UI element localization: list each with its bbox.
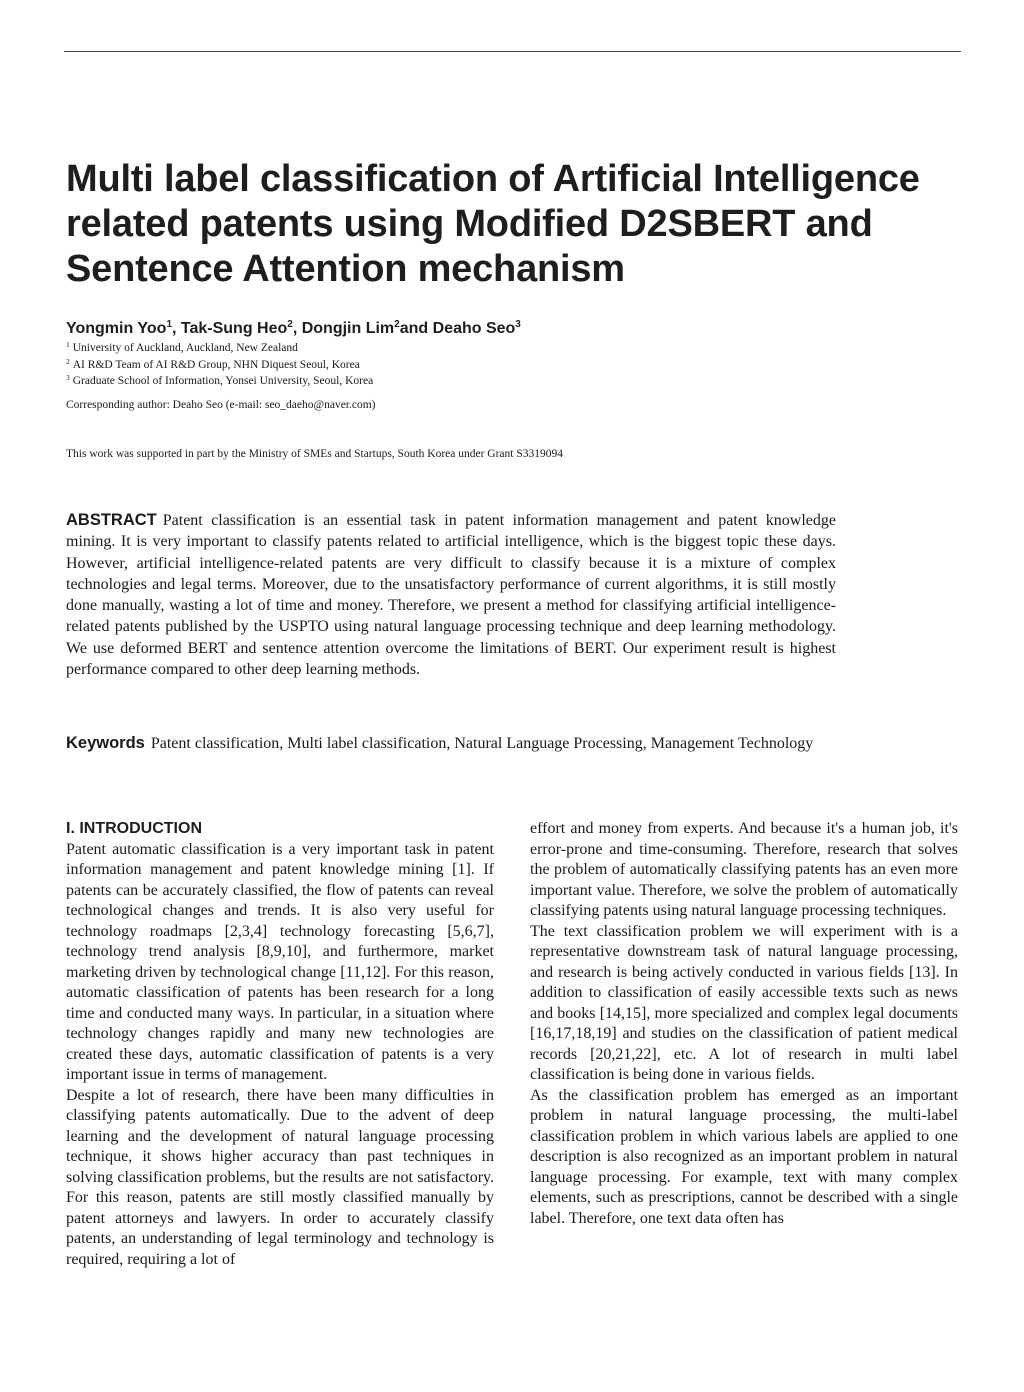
body-paragraph: The text classification problem we will experiment with is a representative downstream task of natural language processing, and research is being actively conducted in various fields [13]. In addition to classification of easily accessible texts such as news and books [14,15], more specialized and complex legal documents [16,17,18,19] and studies on the classification of patient medical records [20,21,22], etc. A lot of research in multi label classification is being done in various fields. xyxy=(530,922,958,1083)
affiliation-item xyxy=(66,357,373,374)
header-rule xyxy=(64,51,961,52)
abstract xyxy=(66,510,836,680)
funding-note: This work was supported in part by the Ministry of SMEs and Startups, South Korea under Grant S3319094 xyxy=(66,448,564,460)
corresponding-author: Corresponding author: Deaho Seo (e-mail: seo_daeho@naver.com) xyxy=(66,399,376,411)
affiliation-text: Graduate School of Information, Yonsei University, Seoul, Korea xyxy=(72,375,374,387)
body-paragraph: Patent automatic classification is a very important task in patent information management and patent knowledge mining [1]. If patents can be accurately classified, the flow of patents can reveal technological changes and trends. It is also very useful for technology roadmaps [2,3,4] technology forecasting [5,6,7], technology trend analysis [8,9,10], and furthermore, market marketing driven by technological change [11,12]. For this reason, automatic classification of patents has been research for a long time and conducted many ways. In particular, in a situation where technology changes rapidly and many new technologies are created these days, automatic classification of patents is a very important issue in terms of management. xyxy=(66,840,494,1083)
abstract-text: Patent classification is an essential task in patent information management and patent knowledge mining. It is very important to classify patents related to artificial intelligence, which is the biggest topic these days. However, artificial intelligence-related patents are very difficult to classify because it is a mixture of complex technologies and legal terms. Moreover, due to the unsatisfactory performance of current algorithms, it is still mostly done manually, wasting a lot of time and money. Therefore, we present a method for classifying artificial intelligence-related patents published by the USPTO using natural language processing technique and deep learning methodology. We use deformed BERT and sentence attention overcome the limitations of BERT. Our experiment result is highest performance compared to other deep learning methods. xyxy=(66,512,836,679)
body-paragraph: effort and money from experts. And because it's a human job, it's error-prone and time-consuming. Therefore, research that solves the problem of automatically classifying patents has an even more important value. Therefore, we solve the problem of automatically classifying patents using natural language processing techniques. xyxy=(530,820,958,919)
body-column-left xyxy=(66,819,494,1270)
keywords-text: Patent classification, Multi label classification, Natural Language Processing, Management Technology xyxy=(150,735,814,752)
author-affiliation-mark: 2 xyxy=(287,319,293,330)
author-name: Tak-Sung Heo xyxy=(180,320,288,337)
affiliation-text: University of Auckland, Auckland, New Zealand xyxy=(72,342,298,354)
title-line-3: Sentence Attention mechanism xyxy=(66,248,625,290)
author-list xyxy=(66,318,521,340)
title-line-2: related patents using Modified D2SBERT and xyxy=(66,203,873,245)
paper-title xyxy=(66,157,966,292)
body-paragraph: Despite a lot of research, there have been many difficulties in classifying patents automatically. Due to the advent of deep learning and the development of natural language processing technique, it shows higher accuracy than past techniques in solving classification problems, but the results are not satisfactory. For this reason, patents are still mostly classified manually by patent attorneys and lawyers. In order to accurately classify patents, an understanding of legal terminology and technology is required, requiring a lot of xyxy=(66,1086,494,1268)
keywords xyxy=(66,733,836,754)
affiliation-mark: 1 xyxy=(66,340,70,349)
author-name: Deaho Seo xyxy=(432,320,516,337)
title-line-1: Multi label classification of Artificial Intelligence xyxy=(66,158,920,200)
author-affiliation-mark: 3 xyxy=(515,319,521,330)
affiliation-item xyxy=(66,340,373,357)
body-paragraph: As the classification problem has emerged as an important problem in natural language processing, the multi-label classification problem in which various labels are applied to one description is also recognized as an important problem in natural language processing. For example, text with many complex elements, such as prescriptions, cannot be described with a single label. Therefore, one text data often has xyxy=(530,1086,958,1227)
affiliation-list xyxy=(66,340,373,390)
author-separator: and xyxy=(399,320,433,337)
author-name: Yongmin Yoo xyxy=(66,320,167,337)
author-separator: , xyxy=(172,320,181,337)
affiliation-mark: 2 xyxy=(66,356,70,366)
author-separator: , xyxy=(292,320,302,337)
body-column-right xyxy=(530,819,958,1229)
author-name: Dongjin Lim xyxy=(301,320,395,337)
affiliation-item xyxy=(66,373,373,390)
affiliation-text: AI R&D Team of AI R&D Group, NHN Diquest Seoul, Korea xyxy=(72,358,360,371)
keywords-label: Keywords xyxy=(66,734,145,752)
section-heading-introduction: I. INTRODUCTION xyxy=(66,820,202,837)
author-affiliation-mark: 2 xyxy=(394,319,400,330)
affiliation-mark: 3 xyxy=(66,373,70,382)
author-affiliation-mark: 1 xyxy=(166,319,172,330)
abstract-label: ABSTRACT xyxy=(66,511,157,529)
